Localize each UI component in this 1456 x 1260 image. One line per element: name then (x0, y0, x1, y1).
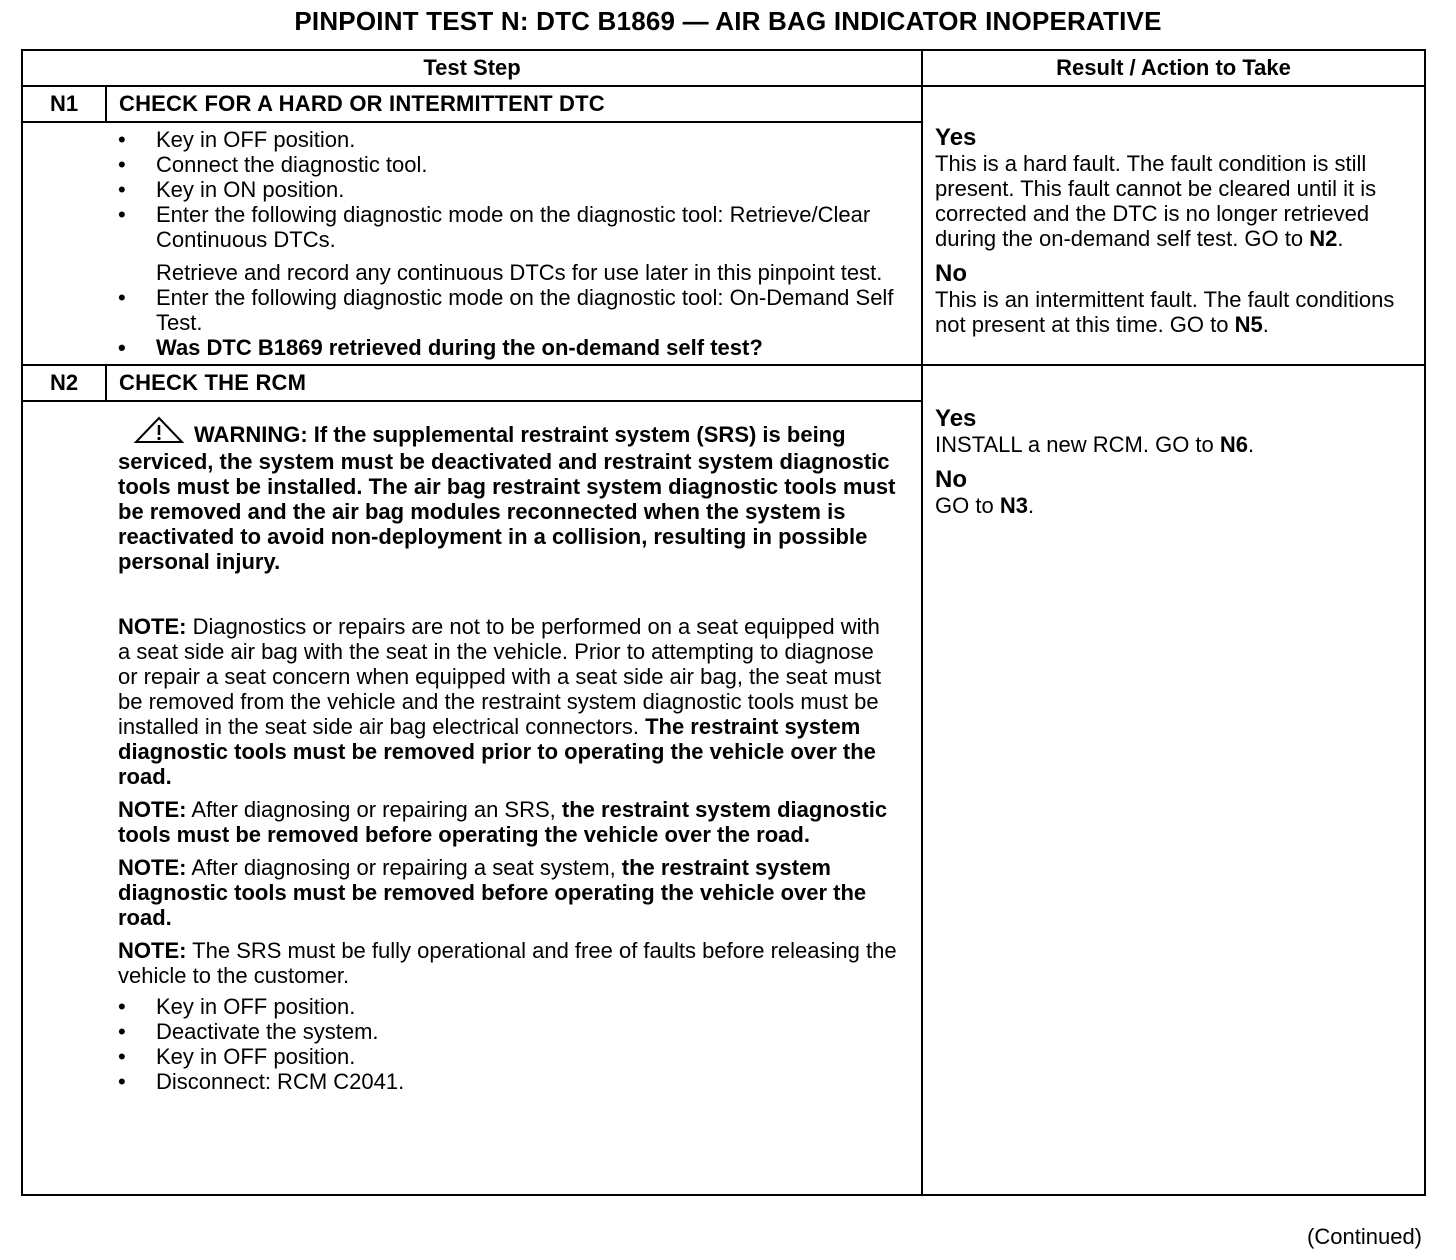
no-text: This is an intermittent fault. The fault conditions not present at this time. GO to (935, 287, 1395, 337)
column-header-test-step: Test Step (22, 50, 922, 86)
continued-label: (Continued) (1307, 1224, 1422, 1249)
no-label: No (935, 466, 968, 493)
instruction-item: • Key in OFF position. (118, 127, 911, 152)
step-heading-row (22, 365, 1425, 401)
instruction-item: • Key in ON position. (118, 177, 911, 202)
instruction-question: • Was DTC B1869 retrieved during the on-demand self test? (118, 335, 911, 360)
yes-label: Yes (935, 405, 977, 432)
instruction-item: • Key in OFF position. (118, 1044, 897, 1069)
instruction-item: • Enter the following diagnostic mode on the diagnostic tool: On-Demand Self Test. (118, 285, 911, 335)
goto-link: N3 (999, 493, 1028, 518)
step-body-n2 (106, 401, 922, 1195)
instruction-item: • Key in OFF position. (118, 994, 897, 1019)
instruction-item: • Disconnect: RCM C2041. (118, 1069, 897, 1094)
note-2: NOTE: After diagnosing or repairing an SRS, the restraint system diagnostic tools must be removed before operating the vehicle over the road. (118, 797, 888, 847)
note-4: NOTE: The SRS must be fully operational and free of faults before releasing the vehicle to the customer. (118, 938, 897, 988)
page-title: PINPOINT TEST N: DTC B1869 — AIR BAG INDICATOR INOPERATIVE (294, 6, 1162, 36)
note-3: NOTE: After diagnosing or repairing a seat system, the restraint system diagnostic tools must be removed before operating the vehicle over the road. (118, 855, 867, 930)
warning-text: WARNING: If the supplemental restraint system (SRS) is being serviced, the system must be deactivated and restraint system diagnostic tools must be installed. The air bag restraint system diagnostic tools must be removed and the air bag modules reconnected when the system is reactivated to avoid non-deployment in a collision, resulting in possible personal injury. (118, 422, 896, 574)
step-heading-n2: CHECK THE RCM (106, 365, 922, 401)
instruction-subtext: Retrieve and record any continuous DTCs for use later in this pinpoint test. (156, 260, 883, 285)
table-header-row (22, 50, 1425, 86)
warning-triangle-icon (132, 416, 186, 449)
step-body-n1 (106, 122, 922, 365)
result-cell-n1: Yes This is a hard fault. The fault condition is still present. This fault cannot be cleared until it is corrected and the DTC is no longer retrieved during the on-demand self test. GO to N2. No This is an intermittent fault. The fault conditions not present at this time. GO to N5. (922, 86, 1425, 365)
goto-link: N5 (1234, 312, 1263, 337)
no-text: GO to (935, 493, 1000, 518)
pinpoint-test-table (21, 49, 1426, 1196)
yes-text: This is a hard fault. The fault condition is still present. This fault cannot be cleared until it is corrected and the DTC is no longer retrieved during the on-demand self test. GO to (935, 151, 1377, 251)
goto-link: N2 (1309, 226, 1338, 251)
step-code-n2: N2 (22, 365, 106, 401)
instruction-item: • Connect the diagnostic tool. (118, 152, 911, 177)
step-heading-n1: CHECK FOR A HARD OR INTERMITTENT DTC (106, 86, 922, 122)
warning-block (118, 416, 897, 574)
no-label: No (935, 260, 968, 287)
yes-text: INSTALL a new RCM. GO to (935, 432, 1220, 457)
step-code-spacer (22, 401, 106, 1195)
instruction-list (118, 127, 911, 252)
yes-label: Yes (935, 124, 977, 151)
instruction-item: • Deactivate the system. (118, 1019, 897, 1044)
step-code-spacer (22, 122, 106, 365)
result-cell-n2: Yes INSTALL a new RCM. GO to N6. No GO to N3. (922, 365, 1425, 1195)
step-code-n1: N1 (22, 86, 106, 122)
instruction-item: • Enter the following diagnostic mode on the diagnostic tool: Retrieve/Clear Continuous DTCs. (118, 202, 911, 252)
step-heading-row (22, 86, 1425, 122)
note-1: NOTE: Diagnostics or repairs are not to be performed on a seat equipped with a seat side air bag with the seat in the vehicle. Prior to attempting to diagnose or repair a seat concern when equipped with a seat side air bag, the seat must be removed from the vehicle and the restraint system diagnostic tools must be installed in the seat side air bag electrical connectors. The restraint system diagnostic tools must be removed prior to operating the vehicle over the road. (118, 614, 882, 789)
instruction-list (118, 994, 897, 1094)
instruction-list (118, 285, 911, 360)
goto-link: N6 (1219, 432, 1249, 457)
column-header-result: Result / Action to Take (922, 50, 1425, 86)
